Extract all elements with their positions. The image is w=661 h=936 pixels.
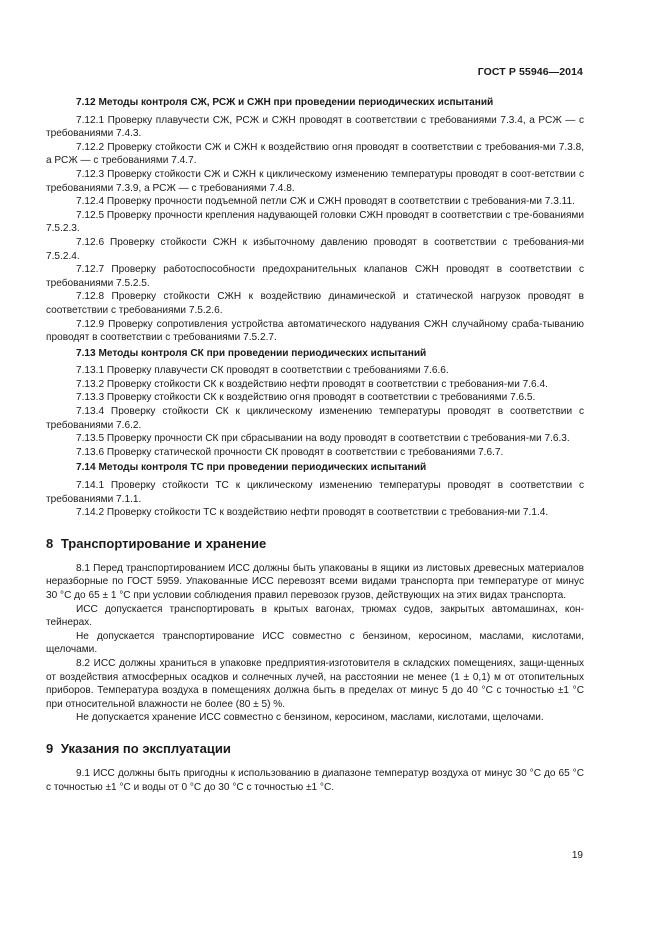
section-9-number: 9 bbox=[46, 740, 54, 756]
clause-8-2-restriction: Не допускается хранение ИСС совместно с бензином, керосином, маслами, кислотами, щелочами. bbox=[76, 712, 544, 724]
clause-7-12-6: 7.12.6 Проверку стойкости СЖН к избыточному давлению проводят в соответствии с требования-ми 7.5.2.4. bbox=[46, 236, 584, 262]
section-9-heading bbox=[46, 741, 584, 757]
clause-7-12-8: 7.12.8 Проверку стойкости СЖН к воздействию динамической и статической нагрузок проводят в соответствии с требованиями 7.5.2.6. bbox=[46, 291, 584, 316]
clause-8-2: 8.2 ИСС должны храниться в упаковке предприятия-изготовителя в складских помещениях, защи-щенных от воздействия атмосферных осадков и солнечных лучей, на расстоянии не менее (1 ± 0,1) м от отопительных приборов. Температура воздуха в помещениях должна быть в пределах от минус 5 до 40 °С с точностью ±1 °С при относительной влажности не более (80 ± 5) %. bbox=[46, 657, 584, 710]
page-content bbox=[46, 94, 584, 794]
clause-7-12-2: 7.12.2 Проверку стойкости СЖ и СЖН к воздействию огня проводят в соответствии с требования-ми 7.3.8, а РСЖ — с требованиями 7.4.7. bbox=[46, 141, 584, 167]
subsection-7-14-title: 7.14 Методы контроля ТС при проведении периодических испытаний bbox=[76, 462, 427, 474]
section-8-title: Транспортирование и хранение bbox=[60, 535, 267, 551]
clause-7-13-4: 7.13.4 Проверку стойкости СК к циклическому изменению температуры проводят в соответствии с требованиями 7.6.2. bbox=[46, 406, 584, 431]
clause-8-1-restriction: Не допускается транспортирование ИСС совместно с бензином, керосином, маслами, кислотами, щелочами. bbox=[46, 630, 584, 656]
clause-9-1: 9.1 ИСС должны быть пригодны к использованию в диапазоне температур воздуха от минус 30 °С до 65 °С с точностью ±1 °С и воды от 0 °С до 30 °С с точностью ±1 °С. bbox=[46, 767, 584, 793]
clause-7-13-2: 7.13.2 Проверку стойкости СК к воздействию нефти проводят в соответствии с требования-ми 7.6.4. bbox=[76, 378, 548, 390]
clause-7-13-5: 7.13.5 Проверку прочности СК при сбрасывании на воду проводят в соответствии с требования-ми 7.6.3. bbox=[76, 433, 570, 445]
clause-7-14-1: 7.14.1 Проверку стойкости ТС к циклическому изменению температуры проводят в соответствии с требованиями 7.1.1. bbox=[46, 480, 584, 505]
clause-7-12-4: 7.12.4 Проверку прочности подъемной петли СЖ и СЖН проводят в соответствии с требования-ми 7.3.11. bbox=[76, 196, 575, 208]
section-8-number: 8 bbox=[46, 535, 54, 551]
subsection-7-12-title: 7.12 Методы контроля СЖ, РСЖ и СЖН при проведении периодических испытаний bbox=[76, 97, 494, 108]
clause-7-12-1: 7.12.1 Проверку плавучести СЖ, РСЖ и СЖН проводят в соответствии с требованиями 7.3.4, а РСЖ — с требованиями 7.4.3. bbox=[46, 114, 584, 140]
clause-7-14-2: 7.14.2 Проверку стойкости ТС к воздействию нефти проводят в соответствии с требования-ми 7.1.4. bbox=[76, 507, 549, 519]
clause-7-12-3: 7.12.3 Проверку стойкости СЖ и СЖН к циклическому изменению температуры проводят в соот-ветствии с требованиями 7.3.9, а РСЖ — с требованиями 7.4.8. bbox=[46, 168, 584, 194]
clause-7-13-1: 7.13.1 Проверку плавучести СК проводят в соответствии с требованиями 7.6.6. bbox=[76, 365, 449, 377]
clause-7-12-9: 7.12.9 Проверку сопротивления устройства автоматического надувания СЖН случайному сраба-тыванию проводят в соответствии с требованиями 7.5.2.7. bbox=[46, 318, 584, 344]
clause-7-13-6: 7.13.6 Проверку статической прочности СК проводят в соответствии с требованиями 7.6.7. bbox=[76, 446, 504, 458]
clause-7-12-7: 7.12.7 Проверку работоспособности предохранительных клапанов СЖН проводят в соответствии с требованиями 7.5.2.5. bbox=[46, 264, 584, 289]
page-number: 19 bbox=[571, 850, 583, 861]
section-8-heading bbox=[46, 536, 584, 552]
clause-8-1: 8.1 Перед транспортированием ИСС должны быть упакованы в ящики из листовых древесных материалов неразборные по ГОСТ 5959. Упакованные ИСС перевозят всеми видами транспорта при температуре от минус 30 °С до 65 ± 1 °С при условии соблюдения правил перевозок грузов, действующих на этих видах транспорта. bbox=[46, 562, 584, 601]
document-code-header: ГОСТ Р 55946—2014 bbox=[477, 66, 583, 78]
section-9-title: Указания по эксплуатации bbox=[60, 740, 231, 756]
clause-7-13-3: 7.13.3 Проверку стойкости СК к воздействию огня проводят в соответствии с требованиями 7.6.5. bbox=[76, 392, 536, 404]
clause-8-1-transport-means: ИСС допускается транспортировать в крытых вагонах, трюмах судов, закрытых автомашинах, кон-тейнерах. bbox=[46, 603, 584, 629]
subsection-7-13-title: 7.13 Методы контроля СК при проведении периодических испытаний bbox=[76, 347, 427, 359]
clause-7-12-5: 7.12.5 Проверку прочности крепления надувающей головки СЖН проводят в соответствии с тре-бованиями 7.5.2.3. bbox=[46, 209, 584, 235]
